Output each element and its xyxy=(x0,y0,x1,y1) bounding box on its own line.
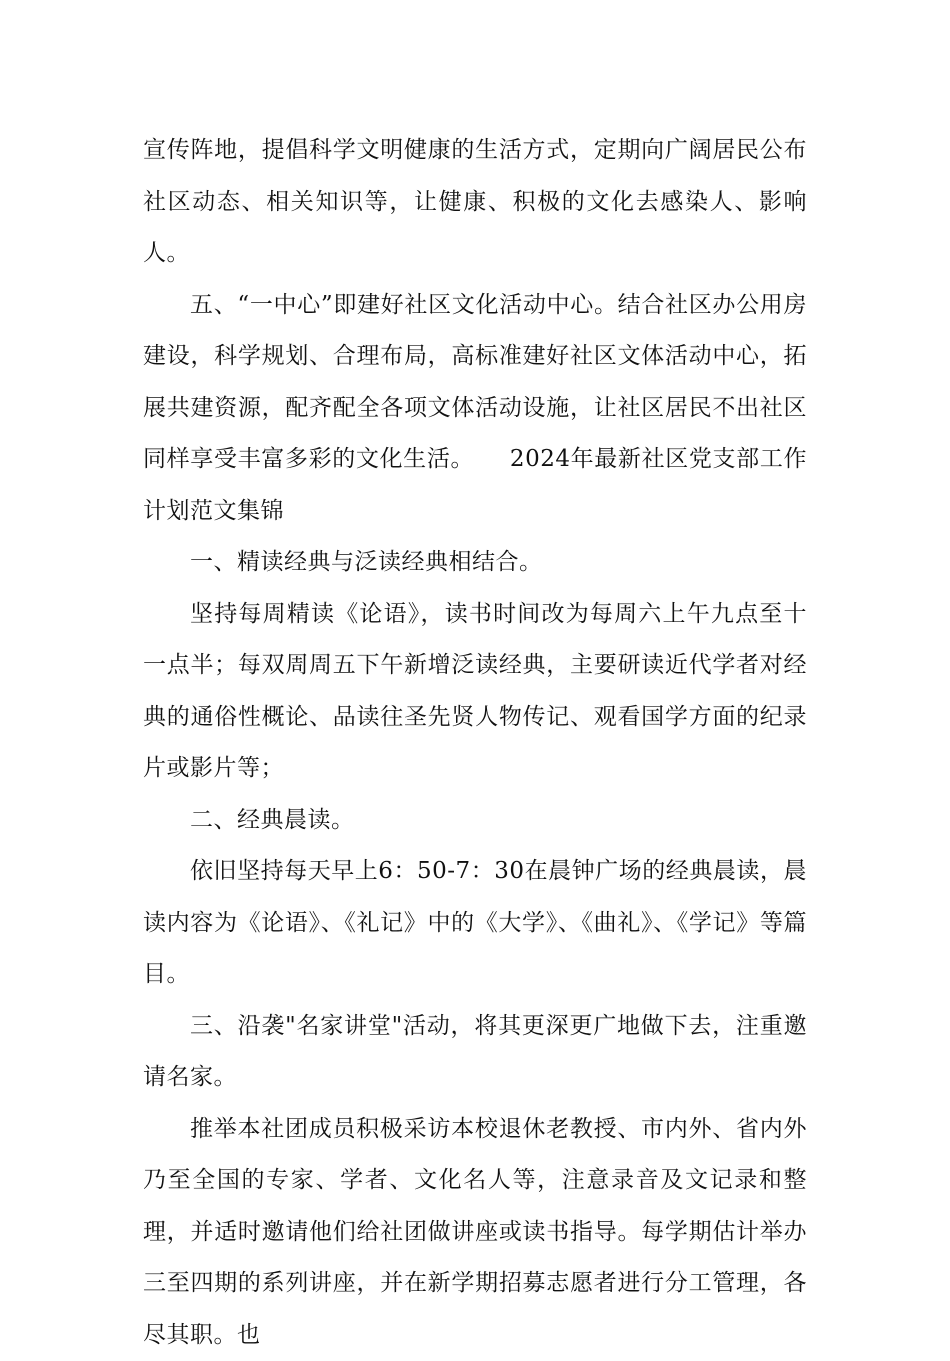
paragraph-lecture-plan: 推举本社团成员积极采访本校退休老教授、市内外、省内外乃至全国的专家、学者、文化名人等，注意录音及文记录和整理，并适时邀请他们给社团做讲座或读书指导。每学期估计举办三至四期的系列讲座，并在新学期招募志愿者进行分工管理，各尽其职。也 xyxy=(143,1104,807,1361)
paragraph-reading-plan: 坚持每周精读《论语》，读书时间改为每周六上午九点至十一点半；每双周周五下午新增泛读经典，主要研读近代学者对经典的通俗性概论、品读往圣先贤人物传记、观看国学方面的纪录片或影片等； xyxy=(143,589,807,795)
paragraph-section-five: 五、“一中心”即建好社区文化活动中心。结合社区办公用房建设，科学规划、合理布局，高标准建好社区文体活动中心，拓展共建资源，配齐配全各项文体活动设施，让社区居民不出社区同样享受丰富多彩的文化生活。 2024年最新社区党支部工作计划范文集锦 xyxy=(143,280,807,538)
document-body xyxy=(143,125,807,1361)
paragraph-continuation: 宣传阵地，提倡科学文明健康的生活方式，定期向广阔居民公布社区动态、相关知识等，让健康、积极的文化去感染人、影响人。 xyxy=(143,125,807,280)
paragraph-heading-three: 三、沿袭"名家讲堂"活动，将其更深更广地做下去，注重邀请名家。 xyxy=(143,1001,807,1104)
paragraph-heading-one: 一、精读经典与泛读经典相结合。 xyxy=(143,537,807,589)
paragraph-heading-two: 二、经典晨读。 xyxy=(143,795,807,847)
paragraph-morning-reading: 依旧坚持每天早上6：50-7：30在晨钟广场的经典晨读，晨读内容为《论语》、《礼记》中的《大学》、《曲礼》、《学记》等篇目。 xyxy=(143,846,807,1001)
